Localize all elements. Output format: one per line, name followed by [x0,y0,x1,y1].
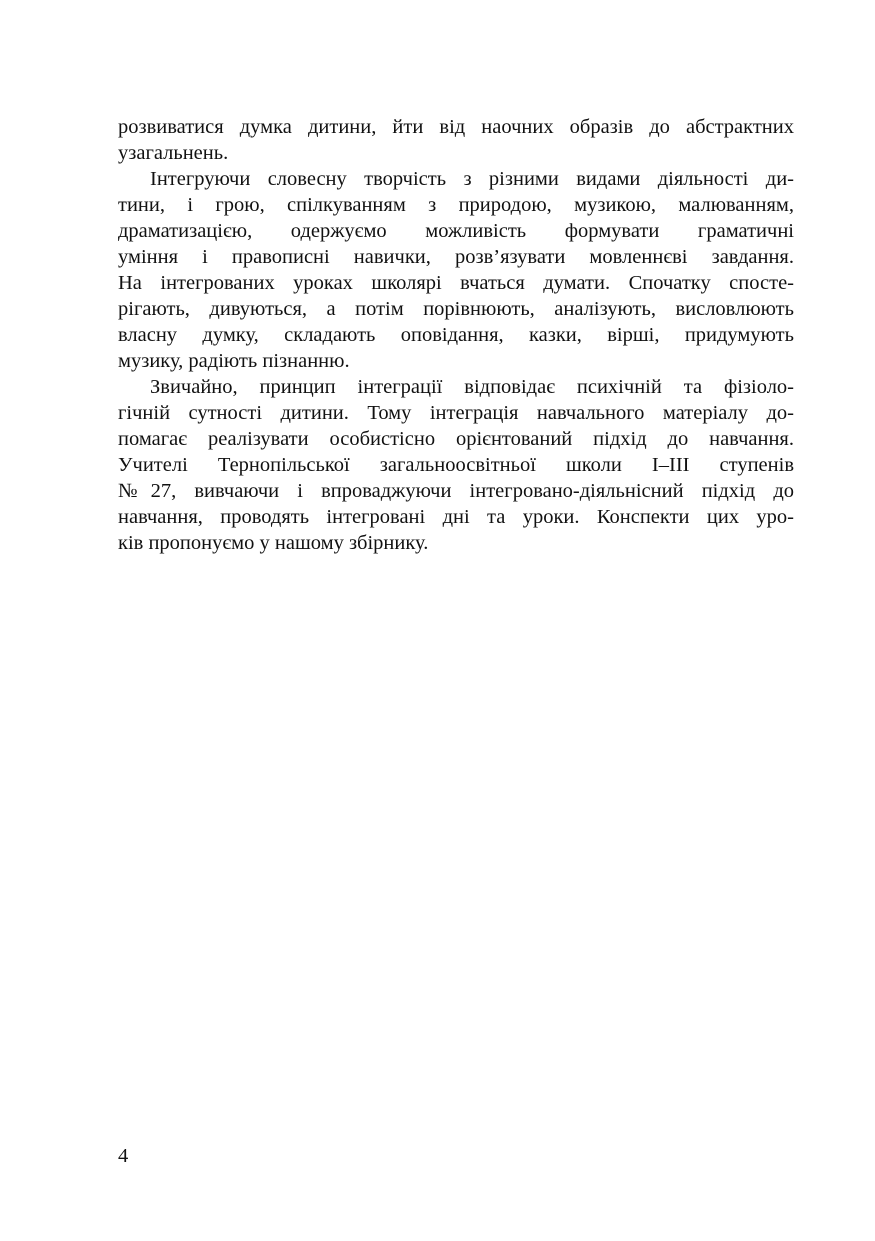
paragraph-3 [118,374,794,556]
text-line: драматизацією, одержуємо можливість формувати граматичні [118,220,794,242]
body-text [118,114,794,556]
text-line: ків пропонуємо у нашому збірнику. [118,532,429,554]
paragraph-1 [118,114,794,166]
paragraph-2 [118,166,794,374]
text-line: музику, радіють пізнанню. [118,350,350,372]
text-line: Інтегруючи словесну творчість з різними видами діяльності ди- [150,168,794,190]
text-line: розвиватися думка дитини, йти від наочних образів до абстрактних [118,116,794,138]
text-line: узагальнень. [118,142,229,164]
text-line: Звичайно, принцип інтеграції відповідає психічній та фізіоло- [150,376,794,398]
text-line: Учителі Тернопільської загальноосвітньої школи І–ІІІ ступенів [118,454,794,476]
text-line: рігають, дивуються, а потім порівнюють, аналізують, висловлюють [118,298,794,320]
text-line: гічній сутності дитини. Тому інтеграція навчального матеріалу до- [118,402,794,424]
text-line: навчання, проводять інтегровані дні та уроки. Конспекти цих уро- [118,506,794,528]
text-line: уміння і правописні навички, розв’язувати мовленнєві завдання. [118,246,794,268]
text-line: На інтегрованих уроках школярі вчаться думати. Спочатку спосте- [118,272,794,294]
text-line: тини, і грою, спілкуванням з природою, музикою, малюванням, [118,194,794,216]
text-line: №27, вивчаючи і впроваджуючи інтегровано-діяльнісний підхід до [118,480,794,502]
text-line: власну думку, складають оповідання, казки, вірші, придумують [118,324,794,346]
page-number: 4 [118,1145,129,1167]
text-line: помагає реалізувати особистісно орієнтований підхід до навчання. [118,428,794,450]
